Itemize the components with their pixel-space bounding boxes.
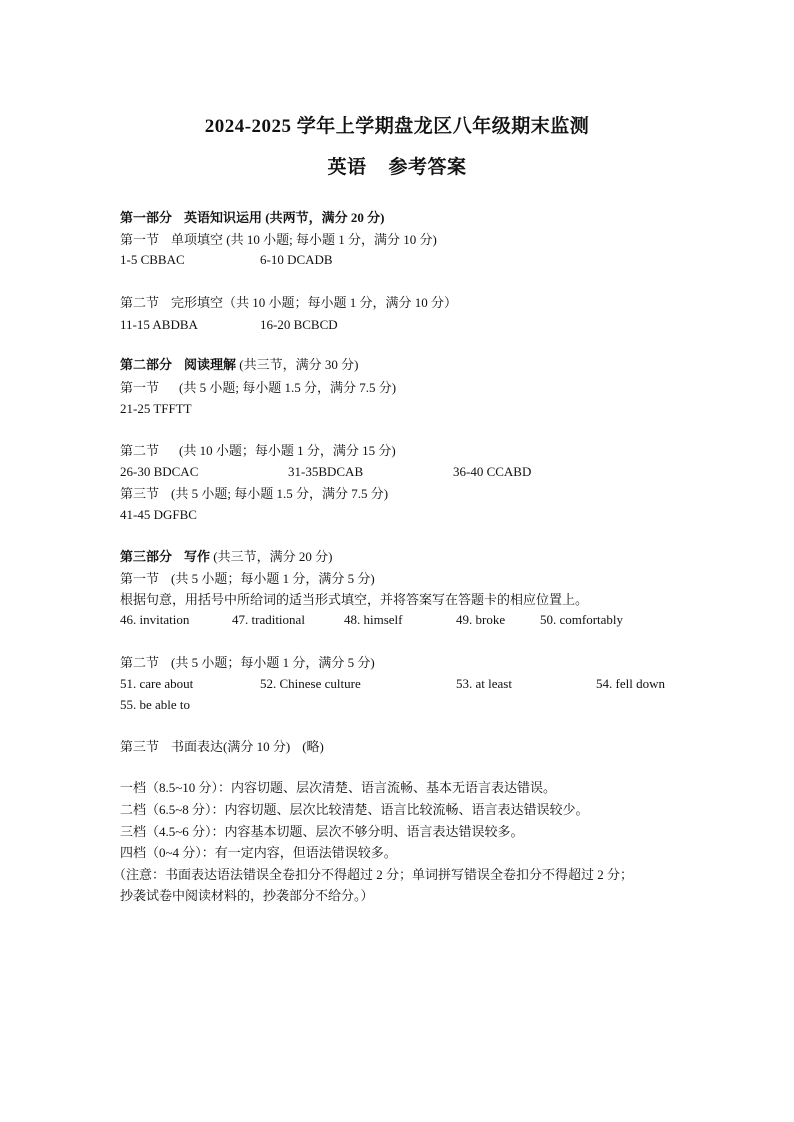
section-name: 第二节 bbox=[120, 443, 160, 458]
section-name: 第二节 bbox=[120, 655, 160, 670]
part3-heading bbox=[120, 549, 332, 565]
answer-48: 48. himself bbox=[344, 612, 403, 627]
answer-11-15: 11-15 ABDBA bbox=[120, 317, 198, 332]
section-name: 第三节 bbox=[120, 486, 160, 501]
answer-21-25: 21-25 TFFTT bbox=[120, 401, 192, 416]
part2-number: 第二部分 bbox=[120, 357, 173, 372]
grade-level-2: 二档（6.5~8 分）：内容切题、层次比较清楚、语言比较流畅、语言表达错误较少。 bbox=[120, 802, 589, 817]
answer-53: 53. at least bbox=[456, 676, 512, 691]
answer-16-20: 16-20 BCBCD bbox=[260, 317, 338, 332]
answer-41-45: 41-45 DGFBC bbox=[120, 507, 197, 522]
section-note: (共 10 小题; 每小题 1 分，满分 10 分) bbox=[226, 232, 437, 247]
section-note: (略) bbox=[302, 739, 324, 754]
part1-section1-heading bbox=[120, 232, 437, 248]
section-name: 第一节 bbox=[120, 232, 160, 247]
answer-26-30: 26-30 BDCAC bbox=[120, 464, 199, 479]
part1-heading bbox=[120, 210, 384, 226]
part3-number: 第三部分 bbox=[120, 549, 173, 564]
answer-31-35: 31-35BDCAB bbox=[288, 464, 364, 479]
part3-note: (共三节，满分 20 分) bbox=[213, 549, 333, 564]
grade-level-1: 一档（8.5~10 分）：内容切题、层次清楚、语言流畅、基本无语言表达错误。 bbox=[120, 780, 557, 795]
part1-section2-heading bbox=[120, 295, 457, 311]
section-name: 第一节 bbox=[120, 380, 160, 395]
answer-1-5: 1-5 CBBAC bbox=[120, 252, 185, 267]
grade-level-3: 三档（4.5~6 分）：内容基本切题、层次不够分明、语言表达错误较多。 bbox=[120, 824, 524, 839]
section-note: (共 5 小题; 每小题 1.5 分，满分 7.5 分) bbox=[179, 380, 397, 395]
part3-section1-instruction: 根据句意，用括号中所给词的适当形式填空，并将答案写在答题卡的相应位置上。 bbox=[120, 592, 589, 607]
part2-note: (共三节，满分 30 分) bbox=[239, 357, 359, 372]
answer-51: 51. care about bbox=[120, 676, 194, 691]
part1-number: 第一部分 bbox=[120, 210, 173, 225]
section-name: 第一节 bbox=[120, 571, 160, 586]
answer-55: 55. be able to bbox=[120, 697, 191, 712]
section-note: (共 5 小题；每小题 1 分，满分 5 分) bbox=[171, 571, 375, 586]
section-title: 单项填空 bbox=[171, 232, 224, 247]
part2-heading bbox=[120, 357, 358, 373]
part2-section1-heading bbox=[120, 380, 396, 396]
answer-key-label: 参考答案 bbox=[388, 157, 467, 178]
page-title: 2024-2025 学年上学期盘龙区八年级期末监测 bbox=[204, 116, 590, 137]
answer-50: 50. comfortably bbox=[540, 612, 624, 627]
section-note: (共 5 小题; 每小题 1.5 分，满分 7.5 分) bbox=[171, 486, 389, 501]
section-note: （共 10 小题；每小题 1 分，满分 10 分） bbox=[223, 295, 458, 310]
part3-name: 写作 bbox=[184, 549, 211, 564]
answer-52: 52. Chinese culture bbox=[260, 676, 361, 691]
section-title: 书面表达(满分 10 分) bbox=[171, 739, 291, 754]
part3-section2-heading bbox=[120, 655, 375, 671]
subject-label: 英语 bbox=[327, 157, 367, 178]
answer-47: 47. traditional bbox=[232, 612, 305, 627]
section-note: (共 5 小题；每小题 1 分，满分 5 分) bbox=[171, 655, 375, 670]
grade-level-4: 四档（0~4 分）：有一定内容，但语法错误较多。 bbox=[120, 845, 397, 860]
answer-46: 46. invitation bbox=[120, 612, 190, 627]
part1-note: (共两节，满分 20 分) bbox=[265, 210, 385, 225]
grading-note-line2: 抄袭试卷中阅读材料的，抄袭部分不给分。） bbox=[120, 888, 374, 903]
part3-section3-heading bbox=[120, 739, 324, 755]
part3-section1-heading bbox=[120, 571, 375, 587]
part2-section2-heading bbox=[120, 443, 396, 459]
section-note: (共 10 小题；每小题 1 分，满分 15 分) bbox=[179, 443, 396, 458]
grading-note-line1: （注意：书面表达语法错误全卷扣分不得超过 2 分；单词拼写错误全卷扣分不得超过 2 分； bbox=[113, 867, 634, 882]
part1-name: 英语知识运用 bbox=[184, 210, 263, 225]
section-name: 第三节 bbox=[120, 739, 160, 754]
part2-name: 阅读理解 bbox=[184, 357, 237, 372]
answer-36-40: 36-40 CCABD bbox=[453, 464, 532, 479]
answer-54: 54. fell down bbox=[596, 676, 665, 691]
answer-6-10: 6-10 DCADB bbox=[260, 252, 333, 267]
page-subtitle bbox=[0, 152, 794, 179]
section-title: 完形填空 bbox=[171, 295, 224, 310]
section-name: 第二节 bbox=[120, 295, 160, 310]
answer-49: 49. broke bbox=[456, 612, 506, 627]
part2-section3-heading bbox=[120, 486, 388, 502]
